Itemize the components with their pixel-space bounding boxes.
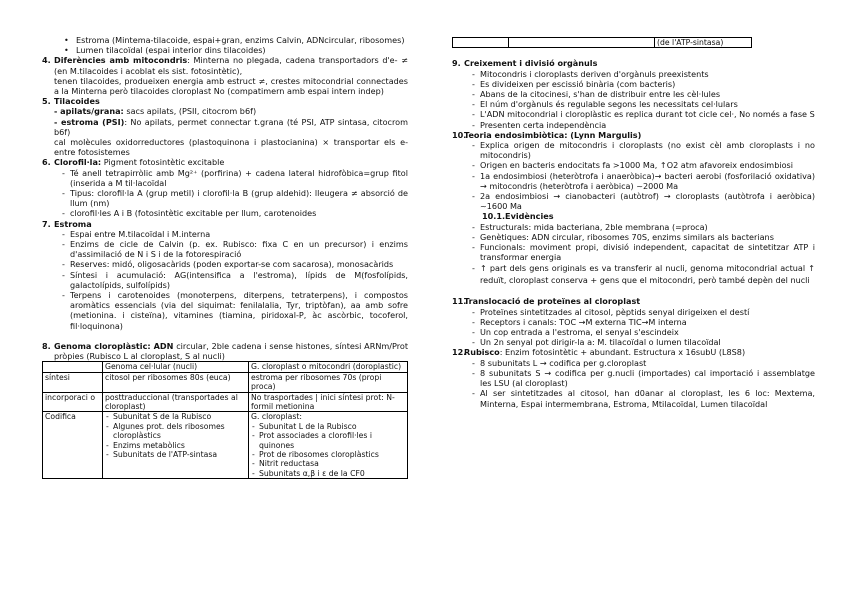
- section-7: [42, 219, 408, 331]
- section-text: tenen tilacoides, produeixen energia amb estruct ≠, crestes mitocondrial connectades a la Minterna però tilacoides cloroplast No (compatimern amb espai intern indep): [54, 75, 408, 97]
- table-cell: incorporaci o: [43, 392, 103, 412]
- list-item: - Funcionals: moviment propi, divisió independent, capacitat de sintetitzar ATP i transformar energia: [470, 242, 815, 262]
- section-list: [464, 358, 815, 409]
- table-continuation: [452, 37, 752, 48]
- list-item: • Lumen tilacoïdal (espai interior dins tilacoides): [64, 45, 408, 55]
- section-text: : Enzim fotosintètic + abundant. Estructura x 16subU (L8S8): [499, 347, 746, 358]
- subsection-title: 10.1.Evidències: [482, 211, 554, 222]
- section-list: [464, 307, 815, 348]
- list-item: - Mitocondris i cloroplasts deriven d'orgànuls preexistents: [470, 69, 815, 79]
- list-item: - Enzims metabòlics: [105, 441, 246, 450]
- list-item: - Presenten certa independència: [470, 120, 815, 130]
- table-cell: citosol per ribosomes 80s (euca): [103, 372, 249, 392]
- table-row: [453, 38, 752, 48]
- term-label: - apilats/grana:: [54, 106, 124, 117]
- list-item: - Un 2n senyal pot dirigir-la a: M. tilacoïdal o lumen tilacoïdal: [470, 337, 815, 347]
- section-title: Creixement i divisió orgànuls: [464, 58, 598, 69]
- list-item: - Origen en bacteris endocitats fa >1000 Ma, ↑O2 atm afavoreix endosimbiosi: [470, 160, 815, 170]
- table-row: [43, 392, 408, 412]
- list-item: - Un cop entrada a l'estroma, el senyal s'escindeix: [470, 327, 815, 337]
- section-list: [464, 222, 815, 287]
- list-item: - L'ADN mitocondrial i cloroplàstic es replica durant tot cicle cel·, No només a fase S: [470, 109, 815, 119]
- list-item: - Receptors i canals: TOC →M externa TIC→M interna: [470, 317, 815, 327]
- table-cell: [509, 38, 655, 48]
- section-5: [42, 96, 408, 157]
- section-number: 4.: [42, 55, 51, 66]
- list-item: - Subunitats de l'ATP-sintasa: [105, 450, 246, 459]
- list-item: - Subunitats α,β i ε de la CF0: [251, 469, 405, 478]
- list-item: - Algunes prot. dels ribosomes cloroplàstics: [105, 422, 246, 441]
- section-number: 11.: [452, 296, 467, 307]
- section-number: 7.: [42, 218, 51, 229]
- table-header-row: [43, 362, 408, 372]
- list-item: - Síntesi i acumulació: AG(intensifica a l'estroma), lípids de M(fosfolípids, galactolípids, sulfolípids): [60, 270, 408, 290]
- section-number: 9.: [452, 58, 461, 69]
- list-item: • Estroma (Mintema-tilacoide, espai+gran, enzims Calvin, ADNcircular, ribosomes): [64, 35, 408, 45]
- right-column: [452, 0, 815, 409]
- table-cell: [249, 412, 408, 479]
- list-item: - Es divideixen per escissió binària (com bacteris): [470, 79, 815, 89]
- list-item: - 8 subunitats S → codifica per g.nucli (importades) cal importació i assemblatge les LSU (al cloroplast): [470, 368, 815, 388]
- table-cell: estroma per ribosomes 70s (propi proca): [249, 372, 408, 392]
- section-9: [452, 58, 815, 129]
- section-list: [464, 69, 815, 130]
- section-title: Teoria endosimbiòtica: (Lynn Margulis): [464, 129, 642, 140]
- section-text: cal molècules oxidorreductores (plastoquinona i plastocianina) × transportar els e- entre fotosistemes: [54, 137, 408, 158]
- list-item: - Estructurals: mida bacteriana, 2ble membrana (=proca): [470, 222, 815, 232]
- list-item: - Té anell tetrapirròlic amb Mg²⁺ (porfirina) + cadena lateral hidrofòbica=grup fitol (inserida a M til·lacoïdal: [60, 168, 408, 188]
- section-12: [452, 347, 815, 408]
- table-cell: posttraduccional (transportades al cloroplast): [103, 392, 249, 412]
- table-cell: No trasportades | inici síntesi prot: N-formil metionina: [249, 392, 408, 412]
- section-number: 12.: [452, 347, 467, 358]
- section-title: Tilacoides: [54, 96, 100, 107]
- list-item: - ↑ part dels gens originals es va transferir al nucli, genoma mitocondrial actual ↑ reduït, cloroplast conserva + gens que el mitocondri, però també depèn del nucli: [470, 262, 815, 286]
- section-11: [452, 296, 815, 347]
- table-cell: G. cloroplast o mitocondri (doroplastic): [249, 362, 408, 372]
- table-cell: [453, 38, 509, 48]
- list-item: - 2a endosimbiosi → cianobacteri (autòtrof) → cloroplasts (autòtrofa i aeròbica) ~1600 Ma: [470, 191, 815, 211]
- list-item: - clorofil·les A i B (fotosintètic excitable per llum, carotenoides: [60, 208, 408, 218]
- section-text: circular, 2ble cadena i sense histones, síntesi ARNm/Prot pròpies (Rubisco L al cloroplast, S al nucli): [54, 340, 408, 362]
- list-item: - 1a endosimbiosi (heteròtrofa i anaeròbica)→ bacteri aerobi (fosforilació oxidativa) → mitocondris (heteròtrofa i aeròbica) ~2000 Ma: [470, 171, 815, 191]
- list-item: - Explica origen de mitocondris i cloroplasts (no exist cèl amb cloroplasts i no mitocondris): [470, 140, 815, 160]
- table-row: [43, 372, 408, 392]
- section-title: Estroma: [54, 218, 92, 229]
- list-item: - Prot de ribosomes cloroplàstics: [251, 450, 405, 459]
- top-bullet-list: [42, 35, 408, 55]
- section-text: : No apilats, permet connectar t.grana (té PSI, ATP sintasa, citocrom b6f): [54, 116, 408, 137]
- section-list: [464, 140, 815, 211]
- list-item: - Subunitat S de la Rubisco: [105, 412, 246, 421]
- section-title: Clorofil·la:: [54, 157, 102, 168]
- table-cell: Genoma cel·lular (nucli): [103, 362, 249, 372]
- section-number: 10.: [452, 129, 467, 140]
- list-item: - Prot associades a clorofil·les i quinones: [251, 431, 405, 450]
- list-item: - 8 subunitats L → codifica per g.cloroplast: [470, 358, 815, 368]
- section-6: [42, 157, 408, 218]
- section-text: : Minterna no plegada, cadena transportadors d'e- ≠ (en M.tilacoides i acoblat els sist. fotosintètic),: [54, 55, 408, 76]
- list-item: - Tipus: clorofil·la A (grup metil) i clorofil·la B (grup aldehid): lleugera ≠ absorció de llum (nm): [60, 188, 408, 208]
- section-title: Translocació de proteïnes al cloroplast: [464, 296, 641, 307]
- list-item: - Proteïnes sintetitzades al citosol, pèptids senyal dirigeixen el destí: [470, 307, 815, 317]
- list-item: - El núm d'orgànuls és regulable segons les necessitats cel·lulars: [470, 99, 815, 109]
- section-10: [452, 130, 815, 287]
- section-title: Genoma cloroplàstic: ADN: [54, 340, 174, 351]
- left-column: [42, 0, 408, 479]
- section-8: [42, 341, 408, 361]
- section-number: 6.: [42, 157, 51, 168]
- section-number: 5.: [42, 96, 51, 107]
- list-item: - Espai entre M.tilacoïdal i M.interna: [60, 229, 408, 239]
- section-list: [54, 229, 408, 331]
- list-item: - Nitrit reductasa: [251, 459, 405, 468]
- list-item: - Al ser sintetitzades al citosol, han d0anar al cloroplast, les 6 loc: Mextema, Minterna, Espai intermembrana, Estroma, Mtilacoïdal, Lumen tilacoïdal: [470, 388, 815, 408]
- table-cell: [103, 412, 249, 479]
- list-item: - Terpens i carotenoides (monoterpens, diterpens, tetraterpens), i compostos aromàtics essencials (via del siquimat: fenilalalia, Tyr, triptòfan), aa amb sofre (metionina. i cisteïna), vitamines (tiamina, piridoxal-P, àc ascòrbic, tocoferol, fil·loquinona): [60, 290, 408, 331]
- list-item: - Reserves: midó, oligosacàrids (poden exportar-se com sacarosa), monosacàrids: [60, 259, 408, 269]
- section-title: Rubisco: [464, 347, 500, 358]
- table-cell: [43, 362, 103, 372]
- section-number: 8.: [42, 340, 51, 351]
- section-text: Pigment fotosintètic excitable: [101, 157, 225, 168]
- table-cell: (de l'ATP-sintasa): [655, 38, 752, 48]
- list-item: - Enzims de cicle de Calvin (p. ex. Rubisco: fixa C en un precursor) i enzims d'assimilació de N i S i de la fotorespiració: [60, 239, 408, 259]
- table-cell: Codifica: [43, 412, 103, 479]
- list-item: - Abans de la citocinesi, s'han de distribuir entre les cèl·lules: [470, 89, 815, 99]
- table-row: [43, 412, 408, 479]
- genome-comparison-table: [42, 361, 408, 479]
- table-cell: síntesi: [43, 372, 103, 392]
- section-text: sacs apilats, (PSII, citocrom b6f): [123, 106, 257, 117]
- section-list: [54, 168, 408, 219]
- term-label: - estroma (PSI): [54, 116, 125, 127]
- cell-intro: G. cloroplast:: [251, 412, 302, 422]
- section-4: [42, 55, 408, 96]
- list-item: - Genètiques: ADN circular, ribosomes 70S, enzims similars als bacterians: [470, 232, 815, 242]
- list-item: - Subunitat L de la Rubisco: [251, 422, 405, 431]
- section-title: Diferències amb mitocondris: [54, 55, 188, 66]
